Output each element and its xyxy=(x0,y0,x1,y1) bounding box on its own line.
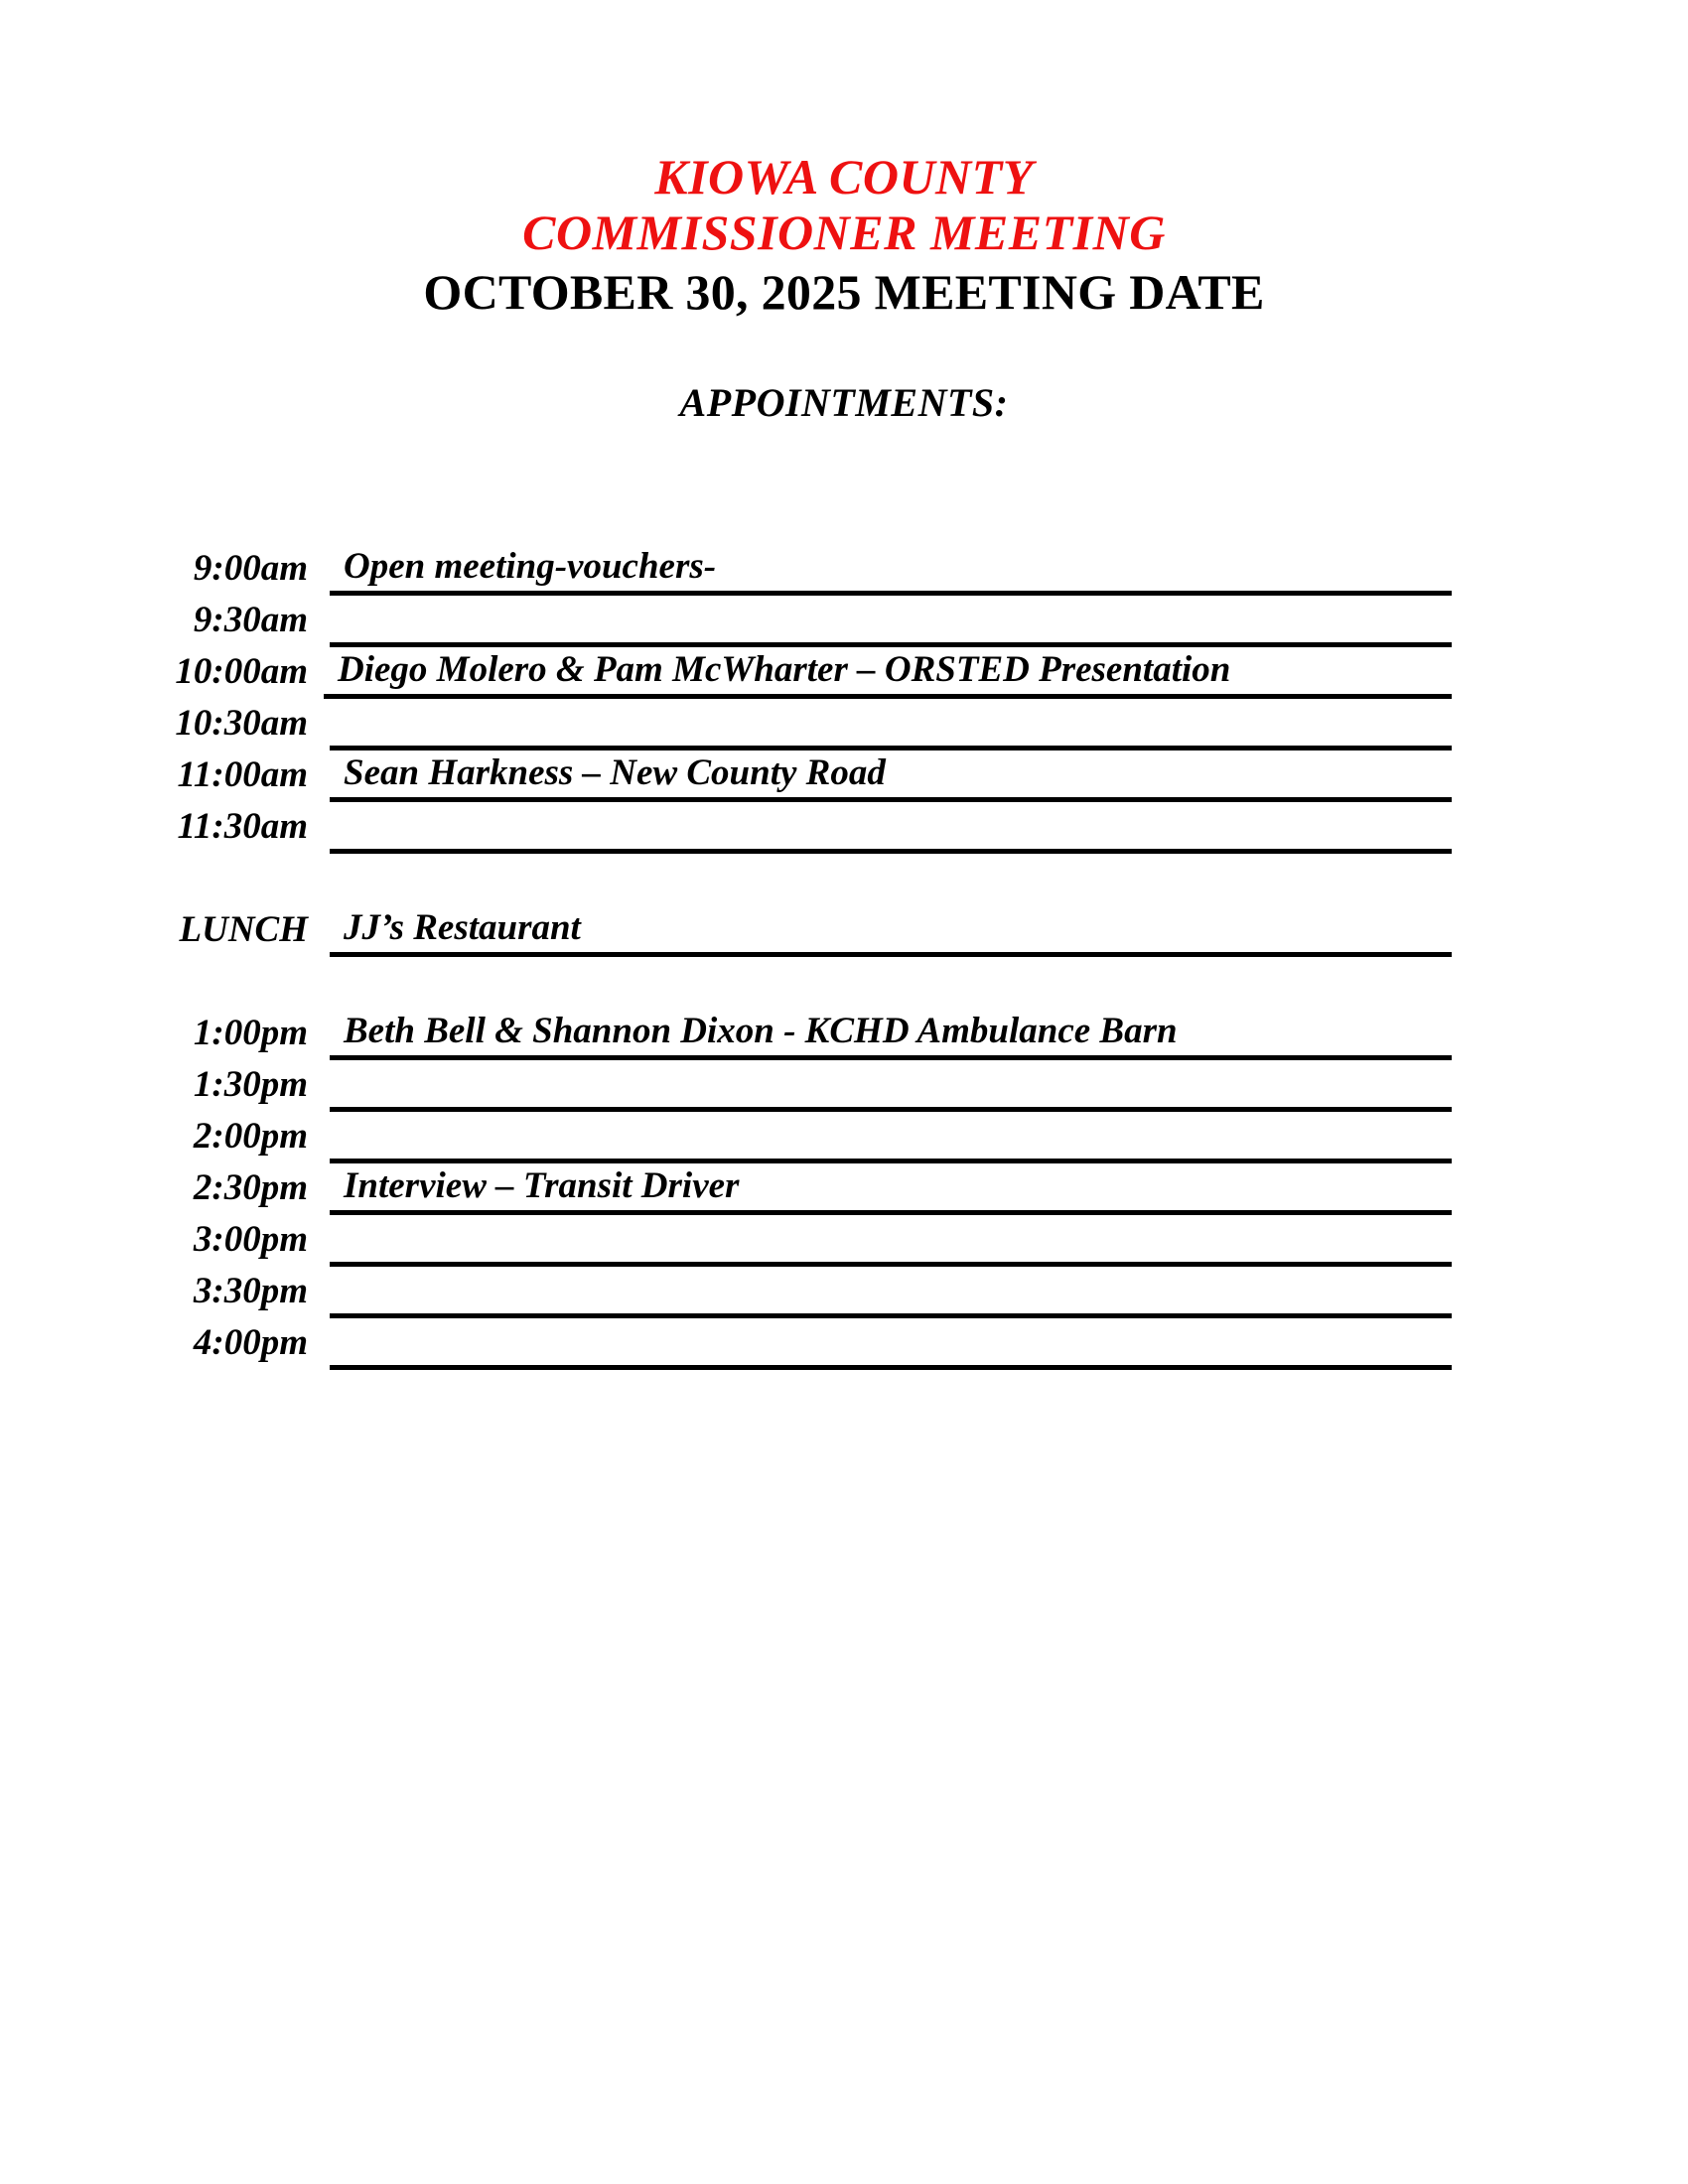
appointments-schedule xyxy=(0,544,1688,1370)
schedule-time-label: 11:00am xyxy=(177,754,308,795)
schedule-entry-field[interactable] xyxy=(330,1167,1452,1215)
schedule-gap-before-lunch xyxy=(0,854,1688,905)
schedule-entry-field[interactable] xyxy=(330,1064,1452,1112)
schedule-time-label: 3:30pm xyxy=(193,1271,308,1311)
schedule-entry-text: Sean Harkness – New County Road xyxy=(344,754,886,793)
schedule-entry-field[interactable] xyxy=(324,651,1452,699)
schedule-time-label: 11:30am xyxy=(177,806,308,847)
schedule-entry-text xyxy=(330,1101,344,1107)
schedule-entry-text: JJ’s Restaurant xyxy=(344,909,581,948)
schedule-time-label: 2:30pm xyxy=(193,1167,308,1208)
schedule-entry-field[interactable] xyxy=(330,1219,1452,1267)
organization-name-line1: KIOWA COUNTY xyxy=(654,149,1034,205)
schedule-entry-field[interactable] xyxy=(330,1013,1452,1060)
schedule-row xyxy=(0,1009,1688,1060)
schedule-entry-text: Open meeting-vouchers- xyxy=(344,548,717,587)
schedule-entry-field[interactable] xyxy=(330,703,1452,751)
schedule-entry-field[interactable] xyxy=(330,600,1452,647)
schedule-entry-text: Interview – Transit Driver xyxy=(344,1167,740,1206)
organization-name-line2: COMMISSIONER MEETING xyxy=(522,205,1166,260)
schedule-row xyxy=(0,647,1688,699)
schedule-row xyxy=(0,1112,1688,1163)
schedule-row xyxy=(0,1318,1688,1370)
schedule-entry-text: Diego Molero & Pam McWharter – ORSTED Presentation xyxy=(338,651,1231,690)
schedule-entry-text xyxy=(330,740,344,746)
schedule-entry-text xyxy=(330,636,344,642)
schedule-row xyxy=(0,1215,1688,1267)
schedule-time-label: 1:30pm xyxy=(193,1064,308,1105)
meeting-date-heading: OCTOBER 30, 2025 MEETING DATE xyxy=(423,264,1265,320)
schedule-time-label: 10:00am xyxy=(175,651,308,692)
schedule-time-label: 10:30am xyxy=(175,703,308,744)
schedule-time-label: 9:00am xyxy=(193,548,308,589)
schedule-entry-field[interactable] xyxy=(330,1271,1452,1318)
schedule-time-label: 3:00pm xyxy=(193,1219,308,1260)
schedule-entry-text xyxy=(330,1153,344,1159)
schedule-row xyxy=(0,596,1688,647)
schedule-gap-after-lunch xyxy=(0,957,1688,1009)
schedule-entry-field[interactable] xyxy=(330,806,1452,854)
schedule-row xyxy=(0,1060,1688,1112)
schedule-entry-field[interactable] xyxy=(330,754,1452,802)
schedule-entry-text: Beth Bell & Shannon Dixon - KCHD Ambulance Barn xyxy=(344,1013,1178,1051)
schedule-row xyxy=(0,544,1688,596)
appointments-section-label: APPOINTMENTS: xyxy=(679,379,1009,425)
schedule-entry-text xyxy=(330,1307,344,1313)
schedule-row xyxy=(0,699,1688,751)
schedule-entry-text xyxy=(330,1256,344,1262)
schedule-time-label: 1:00pm xyxy=(193,1013,308,1053)
schedule-row xyxy=(0,1163,1688,1215)
schedule-time-label: 9:30am xyxy=(193,600,308,640)
schedule-entry-field[interactable] xyxy=(330,909,1452,957)
schedule-row xyxy=(0,751,1688,802)
schedule-time-label: 4:00pm xyxy=(193,1322,308,1363)
schedule-time-label: LUNCH xyxy=(179,909,308,950)
schedule-row xyxy=(0,802,1688,854)
schedule-row-lunch xyxy=(0,905,1688,957)
document-header xyxy=(0,0,1688,426)
schedule-time-label: 2:00pm xyxy=(193,1116,308,1157)
schedule-row xyxy=(0,1267,1688,1318)
schedule-entry-field[interactable] xyxy=(330,1322,1452,1370)
schedule-entry-text xyxy=(330,1359,344,1365)
schedule-entry-field[interactable] xyxy=(330,548,1452,596)
schedule-entry-text xyxy=(330,843,344,849)
schedule-entry-field[interactable] xyxy=(330,1116,1452,1163)
